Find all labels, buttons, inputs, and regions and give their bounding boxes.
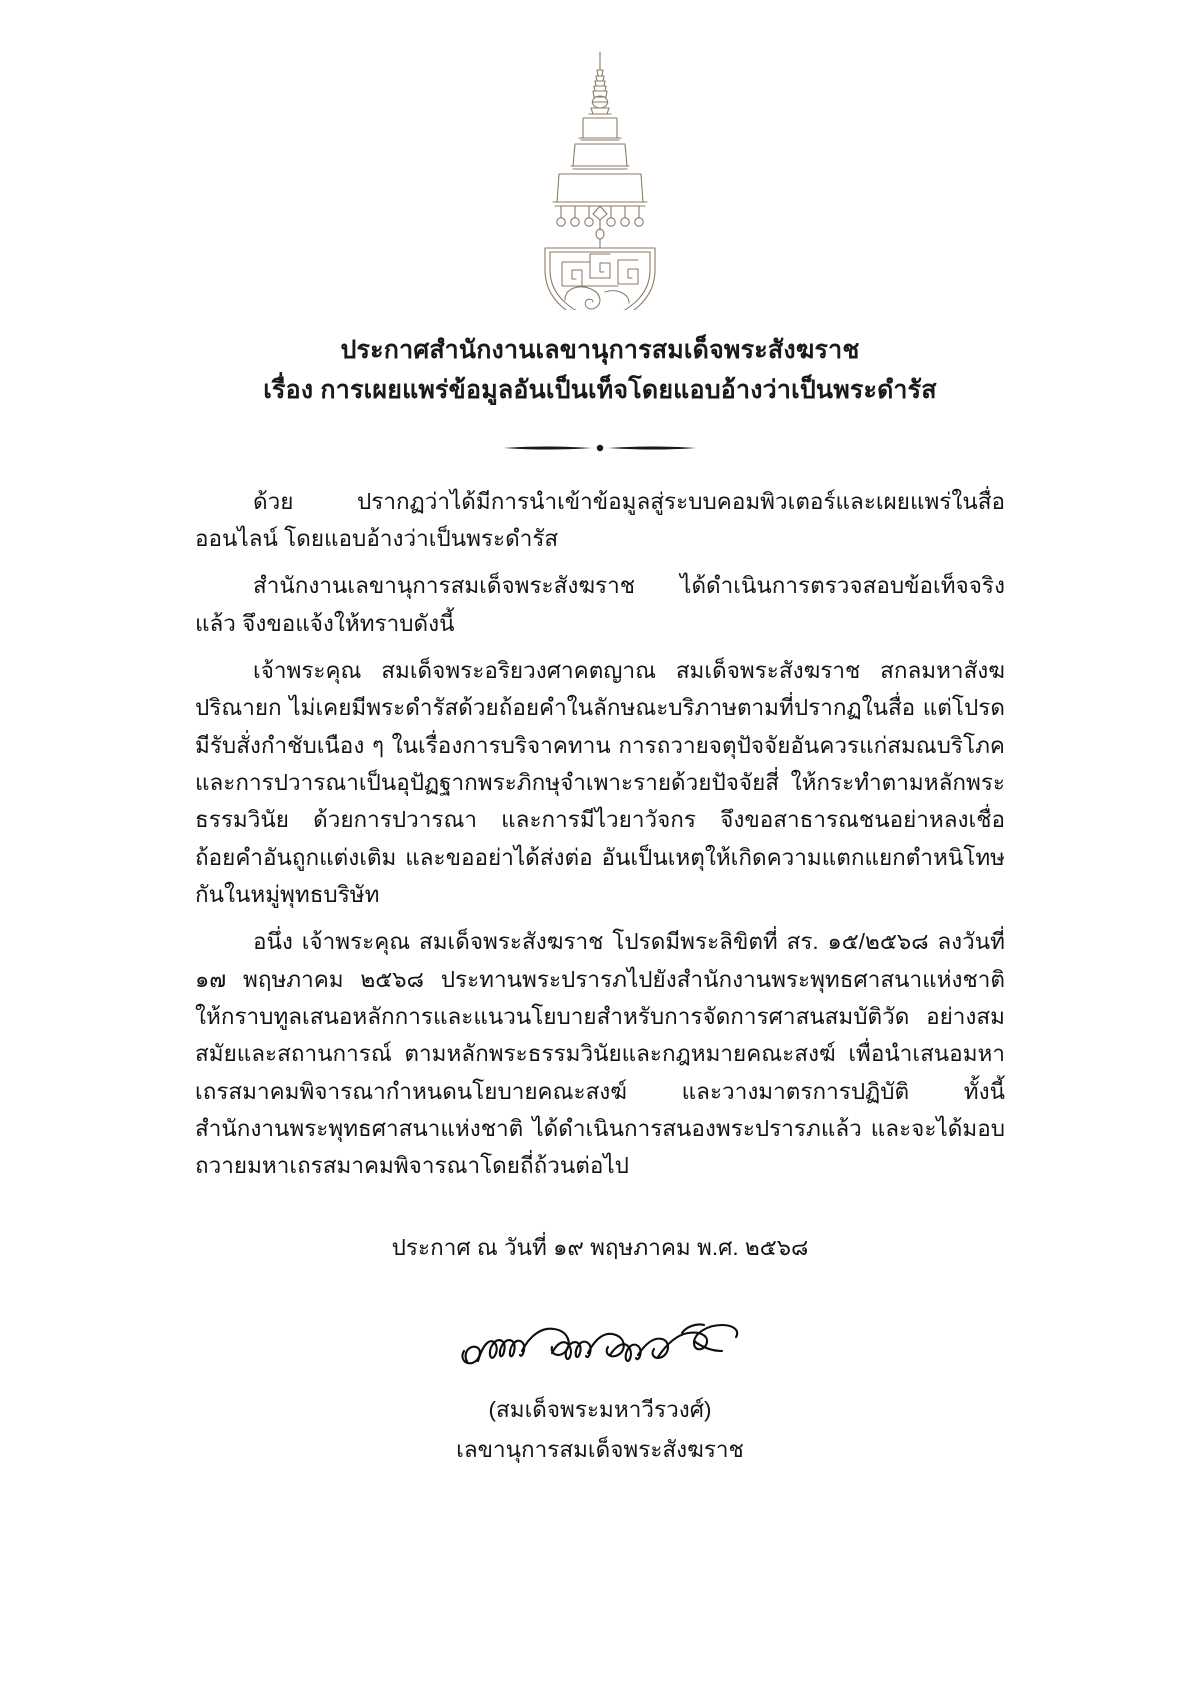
emblem-container <box>0 0 1200 310</box>
announcement-date: ประกาศ ณ วันที่ ๑๙ พฤษภาคม พ.ศ. ๒๕๖๘ <box>391 1234 809 1260</box>
decorative-divider <box>500 439 700 457</box>
body-paragraph-2: สำนักงานเลขานุการสมเด็จพระสังฆราช ได้ดำเนินการตรวจสอบข้อเท็จจริงแล้ว จึงขอแจ้งให้ทราบดังนี้ <box>195 573 1005 636</box>
body-paragraph-3: เจ้าพระคุณ สมเด็จพระอริยวงศาคตญาณ สมเด็จพระสังฆราช สกลมหาสังฆปริณายก ไม่เคยมีพระดำรัสด้วยถ้อยคำในลักษณะบริภาษตามที่ปรากฏในสื่อ แต่โปรดมีรับสั่งกำชับเนือง ๆ ในเรื่องการบริจาคทาน การถวายจตุปัจจัยอันควรแก่สมณบริโภค และการปวารณาเป็นอุปัฏฐากพระภิกษุจำเพาะรายด้วยปัจจัยสี่ ให้กระทำตามหลักพระธรรมวินัย ด้วยการปวารณา และการมีไวยาวัจกร จึงขอสาธารณชนอย่าหลงเชื่อถ้อยคำอันถูกแต่งเติม และขออย่าได้ส่งต่อ อันเป็นเหตุให้เกิดความแตกแยกตำหนิโทษกันในหมู่พุทธบริษัท <box>195 657 1005 907</box>
body-paragraph-4: อนึ่ง เจ้าพระคุณ สมเด็จพระสังฆราช โปรดมีพระลิขิตที่ สร. ๑๕/๒๕๖๘ ลงวันที่ ๑๗ พฤษภาคม ๒๕๖๘ ประทานพระปรารภไปยังสำนักงานพระพุทธศาสนาแห่งชาติ ให้กราบทูลเสนอหลักการและแนวนโยบายสำหรับการจัดการศาสนสมบัติวัด อย่างสมสมัยและสถานการณ์ ตามหลักพระธรรมวินัยและกฎหมายคณะสงฆ์ เพื่อนำเสนอมหาเถรสมาคมพิจารณากำหนดนโยบายคณะสงฆ์ และวางมาตรการปฏิบัติ ทั้งนี้ สำนักงานพระพุทธศาสนาแห่งชาติ ได้ดำเนินการสนองพระปรารภแล้ว และจะได้มอบถวายมหาเถรสมาคมพิจารณาโดยถี่ถ้วนต่อไป <box>195 929 1005 1179</box>
signer-role: เลขานุการสมเด็จพระสังฆราช <box>456 1436 744 1462</box>
royal-sangharaja-emblem <box>505 48 695 310</box>
title-block <box>0 332 1200 409</box>
body-paragraph-1: ด้วย ปรากฏว่าได้มีการนำเข้าข้อมูลสู่ระบบคอมพิวเตอร์และเผยแพร่ในสื่อออนไลน์ โดยแอบอ้างว่าเป็นพระดำรัส <box>195 488 1005 551</box>
page-title-line-2: เรื่อง การเผยแพร่ข้อมูลอันเป็นเท็จโดยแอบอ้างว่าเป็นพระดำรัส <box>263 376 937 405</box>
page-title-line-1: ประกาศสำนักงานเลขานุการสมเด็จพระสังฆราช <box>340 336 860 364</box>
handwritten-signature <box>450 1311 750 1389</box>
document-body <box>195 483 1005 1467</box>
signer-name: (สมเด็จพระมหาวีรวงศ์) <box>488 1396 712 1422</box>
signature-block <box>195 1311 1005 1467</box>
